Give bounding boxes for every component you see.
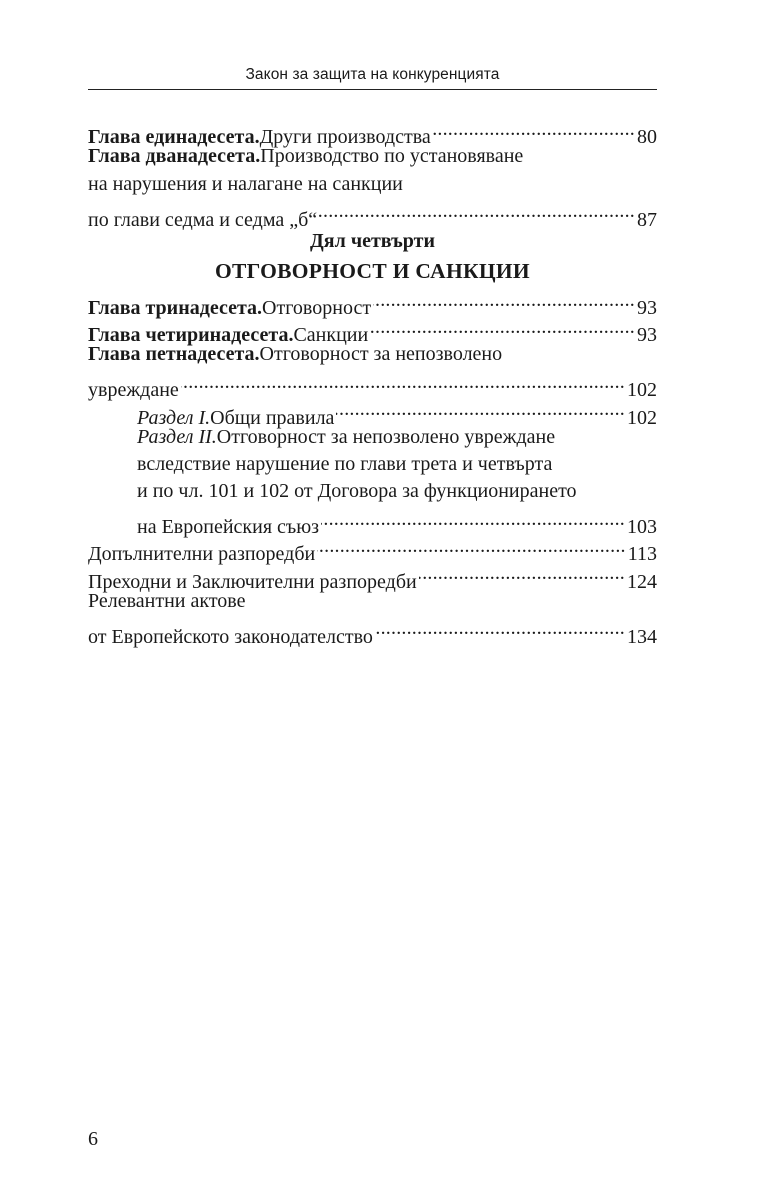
- page-number: 6: [88, 1128, 98, 1150]
- chapter-label: Глава тринадесета.: [88, 296, 263, 319]
- entry-title: Релевантни актове: [88, 589, 246, 612]
- entry-title-cont: от Европейското законодателство: [88, 625, 373, 648]
- header-rule: [88, 89, 657, 90]
- dot-leader: [319, 198, 635, 225]
- dot-leader: [373, 287, 635, 314]
- dot-leader: [181, 369, 625, 396]
- toc-entry-section-2-cont: [88, 506, 657, 539]
- page-ref: 134: [627, 625, 657, 648]
- dot-leader: [321, 506, 625, 533]
- dot-leader: [375, 615, 625, 642]
- section-label: Раздел II.: [137, 425, 217, 448]
- page-ref: 124: [627, 570, 657, 593]
- chapter-title: Други производства: [259, 126, 431, 149]
- toc-entry-chapter-12-cont: [88, 171, 657, 198]
- chapter-title-cont: на нарушения и налагане на санкции: [88, 172, 403, 195]
- page-ref: 102: [627, 406, 657, 429]
- toc-entry-chapter-15[interactable]: [88, 341, 657, 368]
- part-title: ОТГОВОРНОСТ И САНКЦИИ: [215, 258, 530, 283]
- section-title-cont: вследствие нарушение по глави трета и четвърта: [137, 452, 553, 475]
- page-ref: 113: [627, 543, 657, 566]
- dot-leader: [317, 533, 626, 560]
- toc-entry-chapter-11[interactable]: [88, 116, 657, 149]
- section-title: Отговорност за непозволено увреждане: [216, 425, 556, 448]
- chapter-title-cont: увреждане: [88, 379, 179, 402]
- chapter-title: Отговорност за непозволено: [259, 343, 503, 366]
- section-title-cont: на Европейския съюз: [137, 516, 320, 539]
- section-title: Общи правила: [210, 406, 335, 429]
- toc-entry-chapter-13[interactable]: [88, 287, 657, 319]
- dot-leader: [433, 116, 635, 143]
- toc-entry-eu-acts-cont: [88, 615, 657, 648]
- part-label: Дял четвърти: [310, 229, 435, 252]
- toc-entry-chapter-15-cont: [88, 369, 657, 402]
- chapter-title: Производство по установяване: [260, 145, 524, 168]
- page-ref: 87: [637, 208, 657, 231]
- chapter-title-cont: по глави седма и седма „б“: [88, 208, 318, 231]
- running-header: Закон за защита на конкуренцията: [245, 66, 500, 83]
- dot-leader: [336, 396, 625, 423]
- page-ref: 80: [637, 126, 657, 149]
- entry-title: Допълнителни разпоредби: [88, 543, 316, 566]
- toc-entry-chapter-12[interactable]: [88, 143, 657, 170]
- section-label: Раздел I.: [137, 406, 211, 429]
- chapter-title: Отговорност: [262, 296, 372, 319]
- toc-entry-section-2[interactable]: [88, 424, 657, 451]
- section-title-cont: и по чл. 101 и 102 от Договора за функционирането: [137, 480, 577, 503]
- toc-entry-chapter-12-cont: [88, 198, 657, 231]
- toc-entry-section-2-cont: [88, 451, 657, 478]
- page-ref: 103: [627, 516, 657, 539]
- page-ref: 93: [637, 296, 657, 319]
- dot-leader: [419, 560, 625, 587]
- toc-entry-section-2-cont: [88, 478, 657, 505]
- chapter-label: Глава дванадесета.: [88, 145, 261, 168]
- dot-leader: [370, 314, 635, 341]
- page-ref: 93: [637, 324, 657, 347]
- chapter-label: Глава четиринадесета.: [88, 324, 294, 347]
- chapter-title: Санкции: [293, 324, 369, 347]
- table-of-contents: [88, 116, 657, 648]
- entry-title: Преходни и Заключителни разпоредби: [88, 570, 417, 593]
- chapter-label: Глава единадесета.: [88, 126, 260, 149]
- chapter-label: Глава петнадесета.: [88, 343, 260, 366]
- page-ref: 102: [627, 379, 657, 402]
